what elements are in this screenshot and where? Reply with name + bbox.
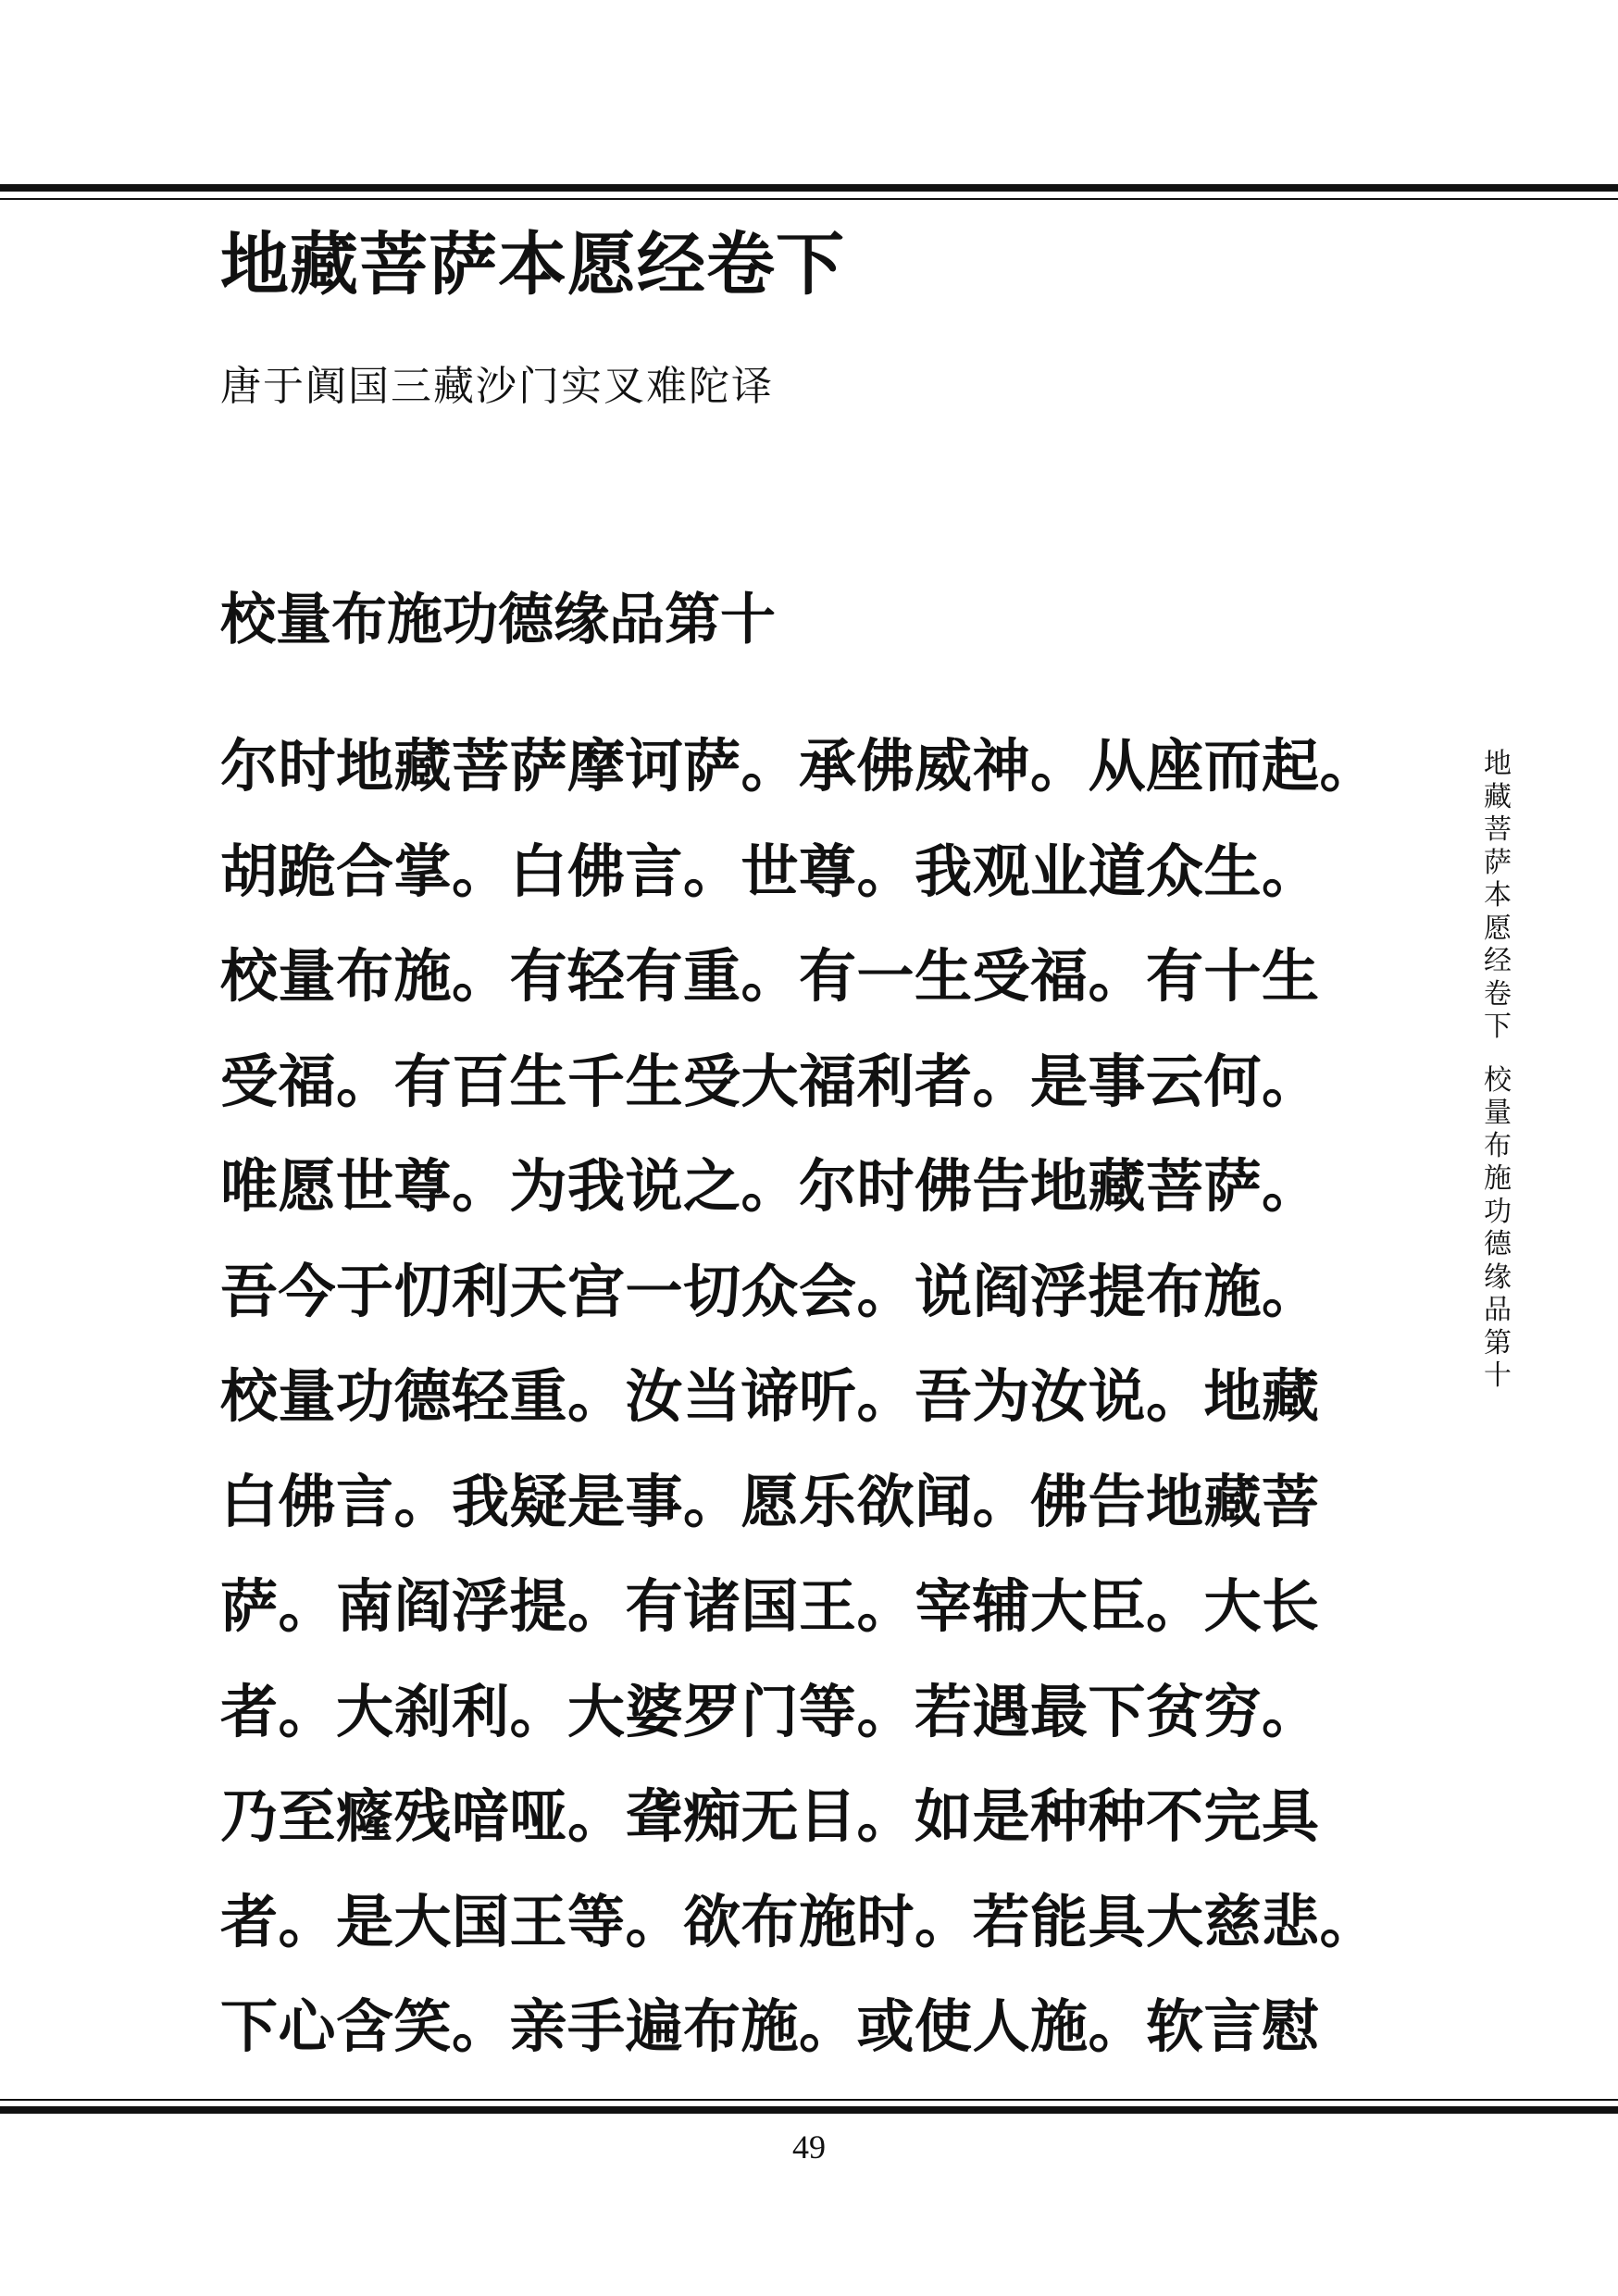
running-header-char: 藏	[1484, 780, 1512, 813]
running-header-char: 地	[1484, 748, 1512, 780]
body-line: 校量布施。有轻有重。有一生受福。有十生	[220, 942, 1320, 1010]
scripture-body	[220, 727, 1387, 2093]
top-rule	[0, 184, 1618, 192]
body-line: 者。是大国王等。欲布施时。若能具大慈悲。	[220, 1887, 1378, 1955]
top-rule-thin	[0, 198, 1618, 200]
book-title: 地藏菩萨本愿经卷下	[220, 225, 845, 304]
running-header-char: 布	[1484, 1129, 1512, 1162]
running-header-vertical	[1477, 748, 1518, 1393]
body-line: 校量功德轻重。汝当谛听。吾为汝说。地藏	[220, 1362, 1320, 1430]
body-line: 唯愿世尊。为我说之。尔时佛告地藏菩萨。	[220, 1152, 1320, 1220]
page-number: 49	[792, 2128, 826, 2166]
body-line: 下心含笑。亲手遍布施。或使人施。软言慰	[220, 1992, 1320, 2060]
translator-credit: 唐于阗国三藏沙门实叉难陀译	[220, 363, 774, 410]
running-header-char: 卷	[1484, 977, 1512, 1011]
running-header-char: 功	[1484, 1195, 1512, 1228]
running-header-char: 第	[1484, 1326, 1512, 1359]
running-header-char: 缘	[1484, 1260, 1512, 1294]
body-line: 尔时地藏菩萨摩诃萨。承佛威神。从座而起。	[220, 732, 1378, 800]
running-header-char: 量	[1484, 1097, 1512, 1129]
body-line: 白佛言。我疑是事。愿乐欲闻。佛告地藏菩	[220, 1467, 1320, 1535]
bottom-rule-thin	[0, 2099, 1618, 2101]
running-header-char: 下	[1484, 1011, 1512, 1043]
chapter-title: 校量布施功德缘品第十	[220, 588, 776, 652]
body-line: 者。大刹利。大婆罗门等。若遇最下贫穷。	[220, 1677, 1320, 1745]
running-header-char: 校	[1484, 1063, 1512, 1097]
running-header-char: 愿	[1484, 912, 1512, 945]
running-header-char: 德	[1484, 1228, 1512, 1260]
body-line: 吾今于忉利天宫一切众会。说阎浮提布施。	[220, 1257, 1320, 1325]
running-header-char: 萨	[1484, 846, 1512, 879]
body-line: 胡跪合掌。白佛言。世尊。我观业道众生。	[220, 837, 1320, 905]
body-line: 萨。南阎浮提。有诸国王。宰辅大臣。大长	[220, 1572, 1320, 1640]
body-line: 乃至癃残喑哑。聋痴无目。如是种种不完具	[220, 1782, 1320, 1850]
bottom-rule	[0, 2106, 1618, 2114]
running-header-char: 十	[1484, 1359, 1512, 1392]
body-line: 受福。有百生千生受大福利者。是事云何。	[220, 1047, 1320, 1115]
running-header-char: 品	[1484, 1294, 1512, 1326]
running-header-chapter	[1477, 1064, 1518, 1393]
running-header-char: 本	[1484, 879, 1512, 912]
running-header-char: 菩	[1484, 813, 1512, 846]
running-header-char: 施	[1484, 1162, 1512, 1195]
running-header-book	[1477, 748, 1518, 1044]
running-header-char: 经	[1484, 945, 1512, 977]
